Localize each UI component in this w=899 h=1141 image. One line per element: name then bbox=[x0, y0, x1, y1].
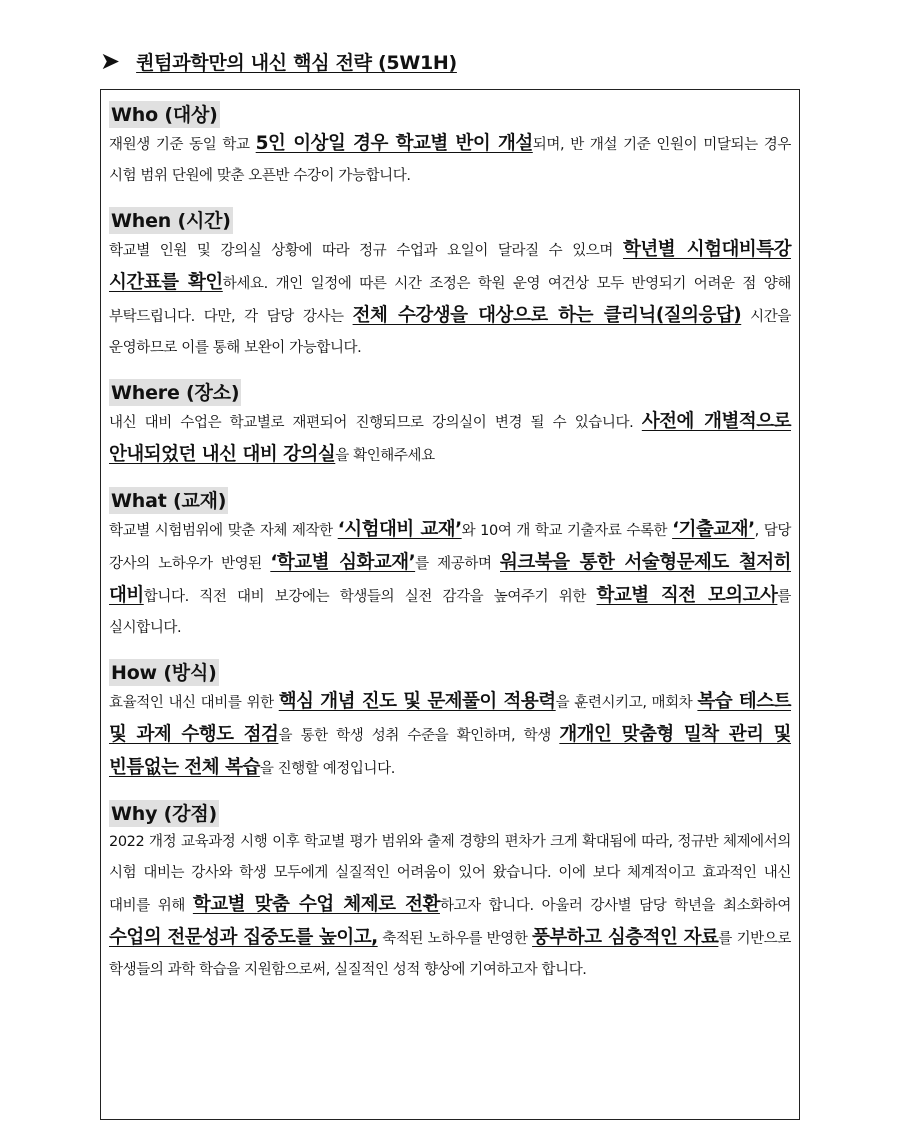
highlight-text: 학년별 시험대비특강 시간표를 확인 bbox=[109, 239, 791, 293]
highlight-text: 수업의 전문성과 집중도를 높이고, bbox=[109, 927, 378, 948]
section-heading: Where (장소) bbox=[109, 379, 241, 406]
section-heading: How (방식) bbox=[109, 659, 219, 686]
section bbox=[109, 373, 791, 472]
body-text: 을 확인해주세요 bbox=[335, 448, 435, 464]
body-text: 하고자 합니다. 아울러 강사별 담당 학년을 최소화하여 bbox=[439, 898, 792, 914]
section-paragraph bbox=[109, 234, 791, 364]
body-text: 시간을 운영하므로 이를 통해 보완이 가능합니다. bbox=[109, 309, 791, 356]
body-text: 와 10여 개 학교 기출자료 수록한 bbox=[461, 523, 673, 539]
highlight-text: 5인 이상일 경우 학교별 반이 개설 bbox=[255, 133, 533, 154]
body-text: 을 진행할 예정입니다. bbox=[259, 761, 395, 777]
body-text: 을 훈련시키고, 매회차 bbox=[555, 695, 698, 711]
highlight-text: ‘기출교재’ bbox=[672, 519, 755, 540]
body-text: 내신 대비 수업은 학교별로 재편되어 진행되므로 강의실이 변경 될 수 있습니다. bbox=[109, 415, 642, 431]
highlight-text: 워크북을 통한 서술형문제도 철저히 대비 bbox=[109, 552, 792, 606]
highlight-text: 핵심 개념 진도 및 문제풀이 적용력 bbox=[278, 691, 556, 712]
section-heading: When (시간) bbox=[109, 207, 233, 234]
section-paragraph bbox=[109, 514, 791, 644]
body-text: , 담당 강사의 노하우가 반영된 bbox=[109, 523, 791, 572]
body-text: 되며, 반 개설 기준 인원이 미달되는 경우 시험 범위 단원에 맞춘 오픈반 수강이 가능합니다. bbox=[109, 137, 791, 184]
highlight-text: 복습 테스트 및 과제 수행도 점검 bbox=[109, 691, 791, 745]
highlight-text: ‘시험대비 교재’ bbox=[337, 519, 462, 540]
highlight-text: 풍부하고 심층적인 자료 bbox=[532, 927, 719, 948]
highlight-text: 학교별 직전 모의고사 bbox=[596, 585, 778, 606]
section bbox=[109, 481, 791, 644]
section-paragraph bbox=[109, 827, 791, 986]
body-text: 축적된 노하우를 반영한 bbox=[377, 931, 533, 947]
arrow-icon: ➤ bbox=[100, 47, 121, 75]
section-paragraph bbox=[109, 686, 791, 785]
highlight-text: 개개인 맞춤형 밀착 관리 및 빈틈없는 전체 복습 bbox=[109, 724, 792, 778]
body-text: 효율적인 내신 대비를 위한 bbox=[109, 695, 279, 711]
section-paragraph bbox=[109, 128, 791, 192]
body-text: 학교별 시험범위에 맞춘 자체 제작한 bbox=[109, 523, 338, 539]
highlight-text: 전체 수강생을 대상으로 하는 클리닉(질의응답) bbox=[352, 305, 742, 326]
body-text: 를 실시합니다. bbox=[109, 589, 791, 636]
section-heading: What (교재) bbox=[109, 487, 228, 514]
section bbox=[109, 98, 791, 192]
body-text: 을 통한 학생 성취 수준을 확인하며, 학생 bbox=[278, 728, 560, 744]
body-text: 를 제공하며 bbox=[415, 556, 500, 572]
highlight-text: ‘학교별 심화교재’ bbox=[270, 552, 416, 573]
section bbox=[109, 653, 791, 785]
highlight-text: 사전에 개별적으로 안내되었던 내신 대비 강의실 bbox=[109, 411, 791, 465]
page-title bbox=[100, 44, 457, 78]
section bbox=[109, 794, 791, 986]
strategy-box bbox=[100, 89, 800, 1120]
body-text: 재원생 기준 동일 학교 bbox=[109, 137, 256, 153]
body-text: 하세요. 개인 일정에 따른 시간 조정은 학원 운영 여건상 모두 반영되기 어려운 점 양해 부탁드립니다. 다만, 각 담당 강사는 bbox=[109, 276, 791, 325]
section-paragraph bbox=[109, 406, 791, 472]
title-text: 퀀텀과학만의 내신 핵심 전략 (5W1H) bbox=[136, 51, 457, 74]
section-heading: Who (대상) bbox=[109, 101, 220, 128]
section bbox=[109, 201, 791, 364]
body-text: 학교별 인원 및 강의실 상황에 따라 정규 수업과 요일이 달라질 수 있으며 bbox=[109, 243, 623, 259]
body-text: 합니다. 직전 대비 보강에는 학생들의 실전 감각을 높여주기 위한 bbox=[143, 589, 597, 605]
highlight-text: 학교별 맞춤 수업 체제로 전환 bbox=[192, 894, 440, 915]
section-heading: Why (강점) bbox=[109, 800, 219, 827]
body-text: 를 기반으로 학생들의 과학 학습을 지원함으로써, 실질적인 성적 향상에 기여하고자 합니다. bbox=[109, 931, 792, 978]
body-text: 2022 개정 교육과정 시행 이후 학교별 평가 범위와 출제 경향의 편차가 크게 확대됨에 따라, 정규반 체제에서의 시험 대비는 강사와 학생 모두에게 실질적인 어려움이 있어 왔습니다. 이에 보다 체계적이고 효과적인 내신 대비를 위해 bbox=[109, 834, 791, 914]
